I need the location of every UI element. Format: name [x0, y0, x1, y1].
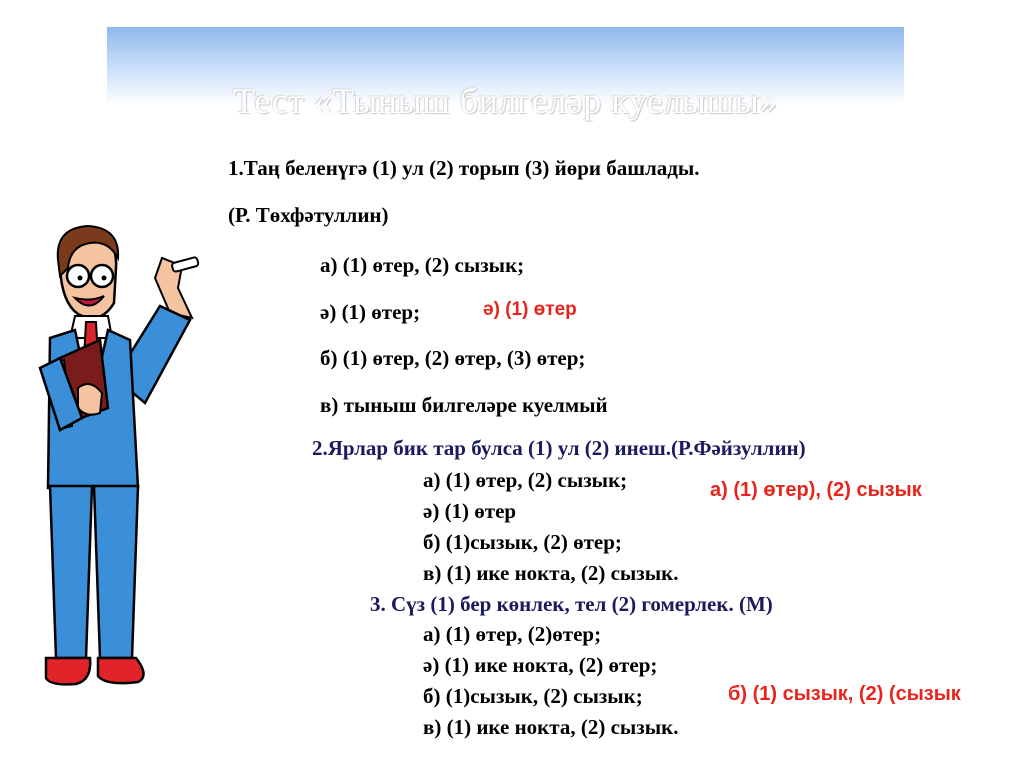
q1-option-v: в) тыныш билгеләре куелмый: [320, 393, 608, 417]
q2-answer: а) (1) өтер), (2) сызык: [710, 479, 922, 501]
teacher-illustration: [20, 218, 230, 693]
slide-title: Тест «Тыныш билгеләр куелышы»: [233, 81, 778, 121]
q2-option-b: б) (1)сызык, (2) өтер;: [423, 530, 622, 554]
q2-option-a: а) (1) өтер, (2) сызык;: [423, 468, 628, 492]
q3-option-b: б) (1)сызык, (2) сызык;: [423, 684, 643, 708]
q1-option-ae: ә) (1) өтер;: [320, 300, 421, 324]
q1-answer: ә) (1) өтер: [483, 299, 577, 320]
q1-option-a: а) (1) өтер, (2) сызык;: [320, 253, 525, 277]
q1-option-b: б) (1) өтер, (2) өтер, (3) өтер;: [320, 346, 586, 370]
q3-option-ae: ә) (1) ике нокта, (2) өтер;: [423, 653, 658, 677]
q3-option-a: а) (1) өтер, (2)өтер;: [423, 622, 602, 646]
q3-option-v: в) (1) ике нокта, (2) сызык.: [423, 715, 679, 739]
q3-answer: б) (1) сызык, (2) (сызык: [728, 683, 961, 705]
question-1-author: (Р. Төхфәтуллин): [228, 203, 389, 227]
question-3-text: 3. Сүз (1) бер көнлек, тел (2) гомерлек. (М): [370, 592, 773, 616]
q2-option-v: в) (1) ике нокта, (2) сызык.: [423, 561, 679, 585]
q2-option-ae: ә) (1) өтер: [423, 499, 517, 523]
question-2-text: 2.Ярлар бик тар булса (1) ул (2) инеш.(Р.Фәйзуллин): [312, 436, 806, 460]
question-1-text: 1.Таң беленүгә (1) ул (2) торып (3) йөри башлады.: [228, 156, 700, 180]
